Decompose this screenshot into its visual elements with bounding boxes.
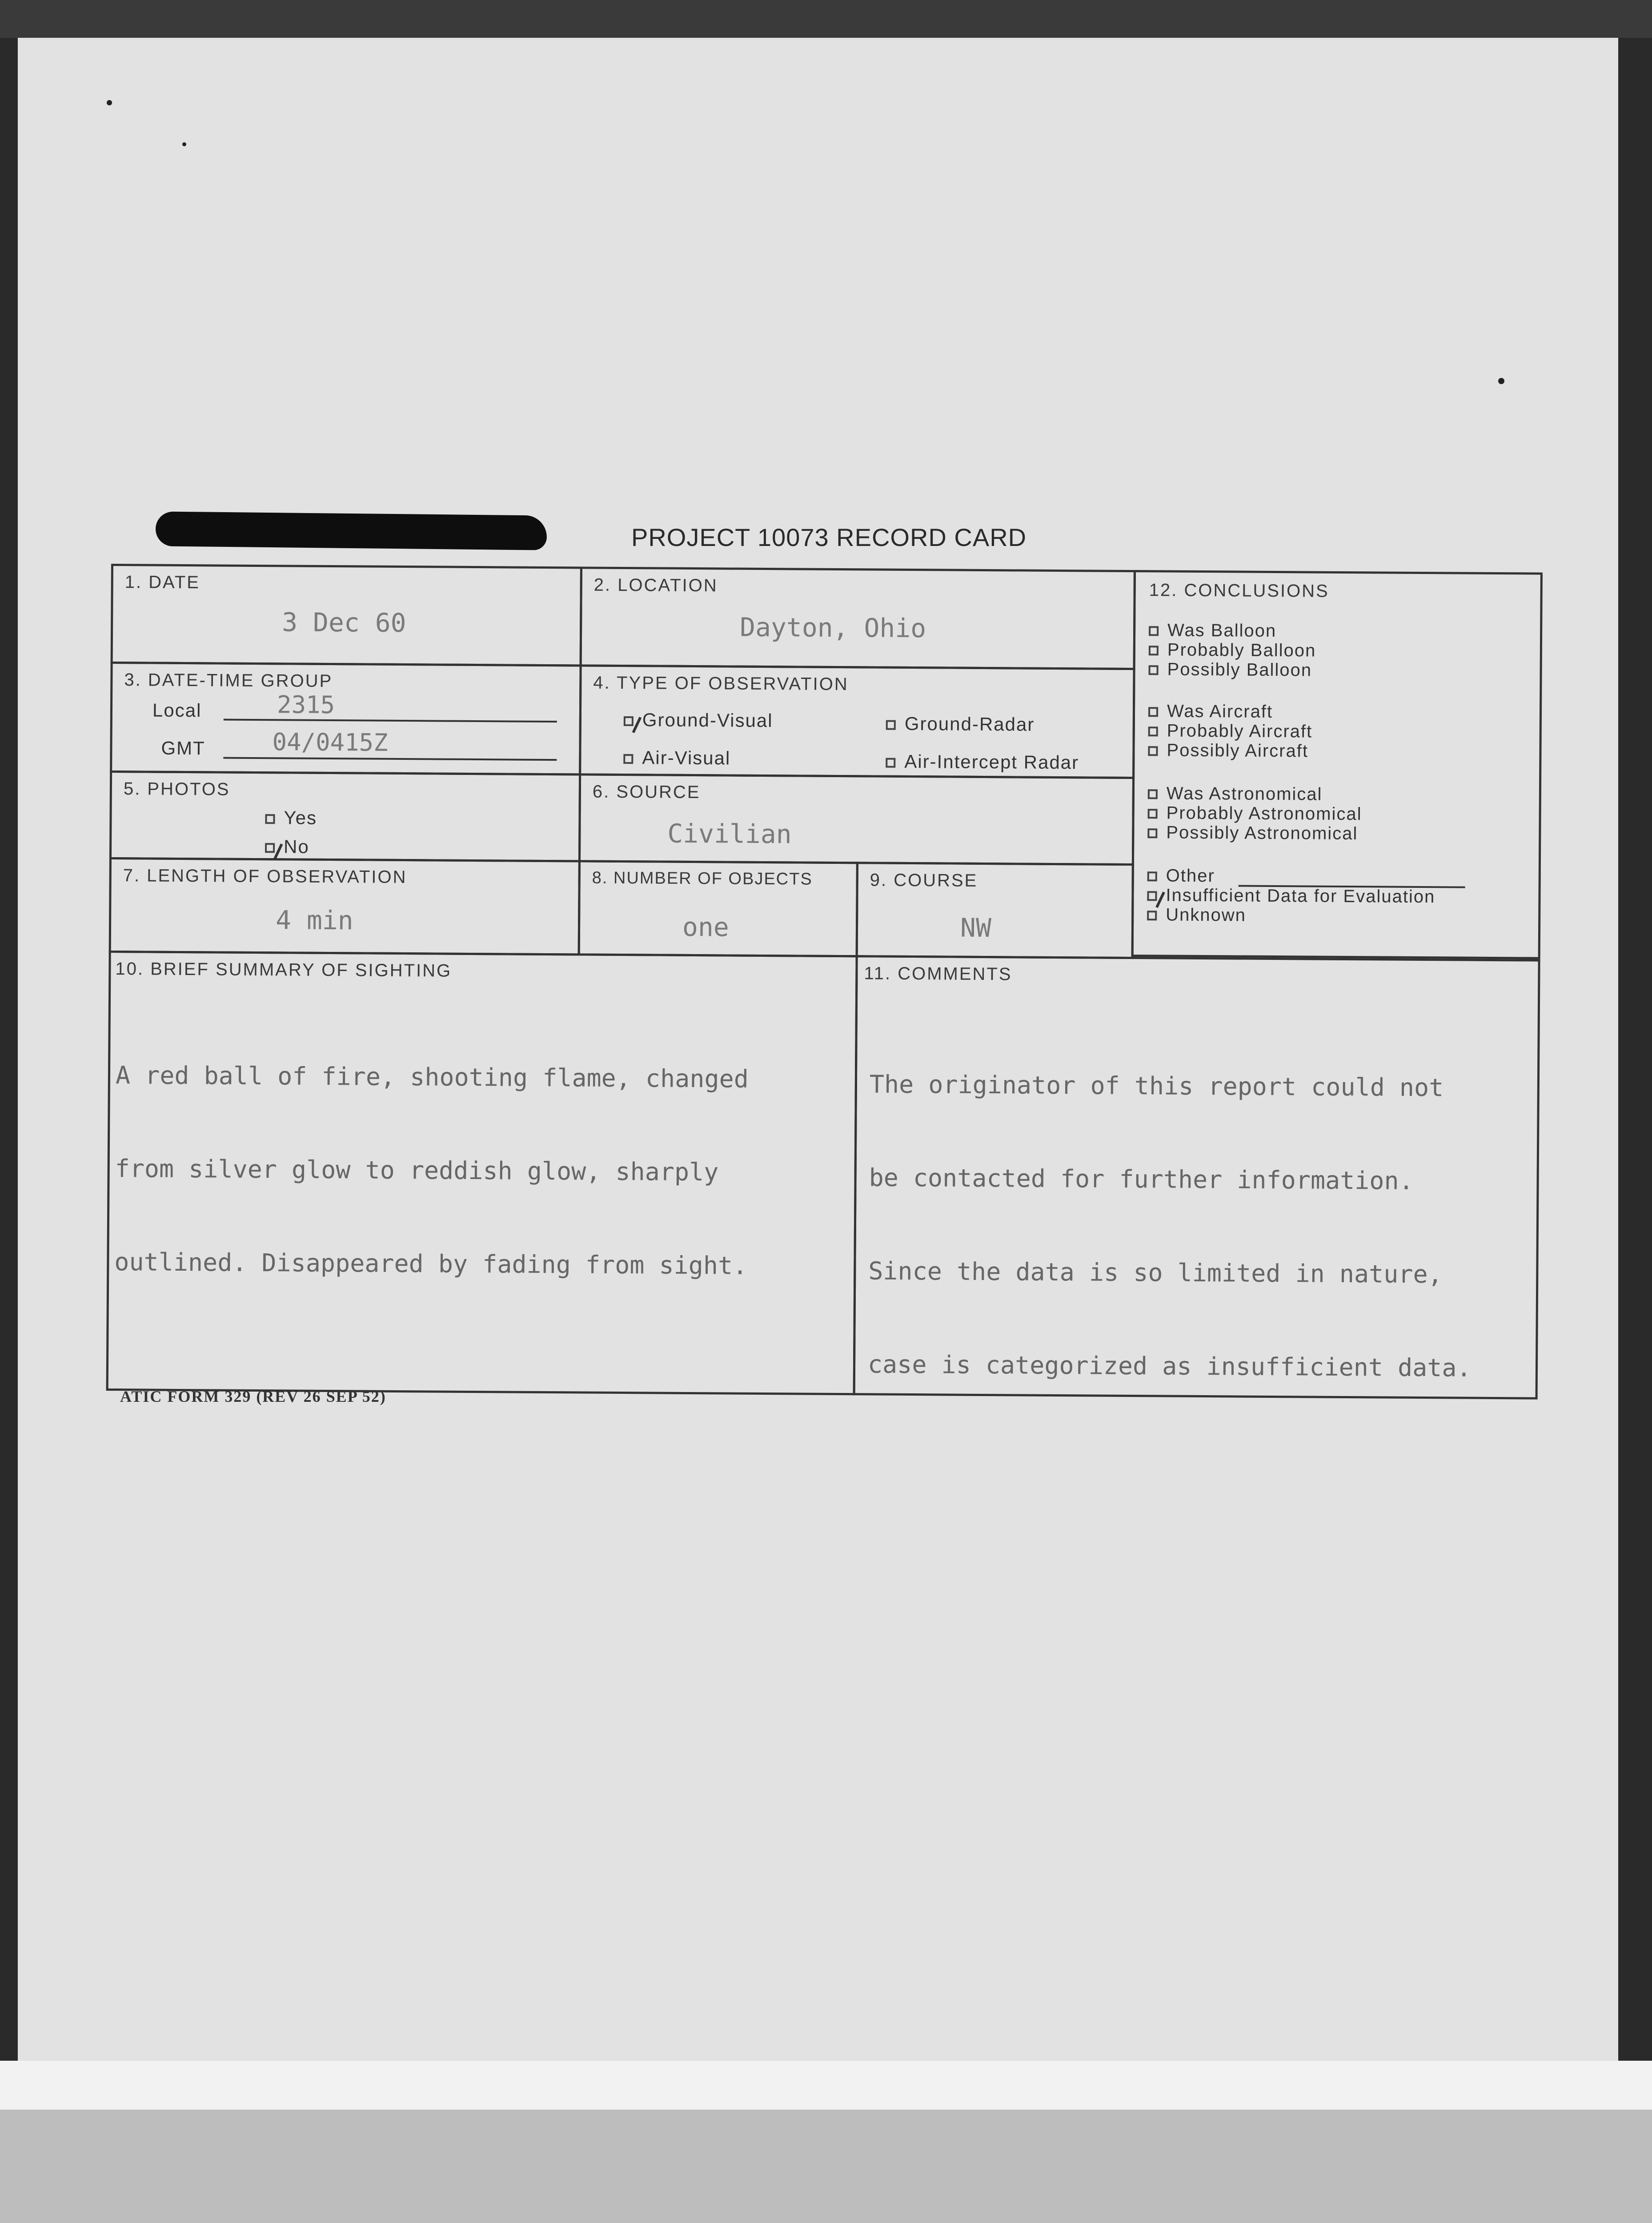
number-of-objects-label: 8. NUMBER OF OBJECTS — [592, 868, 813, 889]
comments-line: be contacted for further information. — [869, 1163, 1414, 1195]
date-label: 1. DATE — [124, 572, 200, 593]
dust-speck — [1498, 378, 1504, 384]
conclusion-label: Probably Balloon — [1167, 640, 1316, 661]
date-value: 3 Dec 60 — [281, 607, 406, 638]
comments-text — [867, 1006, 1474, 1445]
conclusion-label: Was Astronomical — [1166, 783, 1323, 804]
card-title: PROJECT 10073 RECORD CARD — [631, 523, 1027, 551]
conclusion-label: Probably Aircraft — [1167, 721, 1313, 742]
checkbox[interactable] — [1149, 666, 1159, 675]
location-cell — [580, 566, 1136, 670]
summary-line: from silver glow to reddish glow, sharply — [115, 1154, 719, 1187]
length-cell — [109, 857, 581, 955]
comments-line: case is categorized as insufficient data. — [867, 1350, 1472, 1382]
date-time-group-label: 3. DATE-TIME GROUP — [124, 670, 333, 691]
conclusion-probably-aircraft — [1148, 721, 1313, 741]
checkbox[interactable] — [265, 814, 275, 824]
conclusion-label: Unknown — [1166, 905, 1247, 925]
comments-line: The originator of this report could not — [869, 1070, 1444, 1102]
checkbox[interactable] — [1147, 911, 1157, 921]
conclusion-label: Possibly Aircraft — [1167, 740, 1309, 761]
checkbox[interactable] — [886, 720, 896, 730]
observation-type-cell — [579, 664, 1135, 779]
summary-cell — [106, 951, 858, 1395]
conclusion-probably-balloon — [1149, 640, 1316, 660]
checkbox-checked[interactable] — [265, 843, 275, 853]
comments-label: 11. COMMENTS — [864, 963, 1012, 984]
source-label: 6. SOURCE — [592, 782, 701, 803]
option-photos-yes — [265, 807, 317, 829]
dust-speck — [107, 100, 112, 105]
conclusion-other — [1147, 866, 1215, 886]
conclusion-possibly-balloon — [1148, 659, 1312, 680]
checkbox[interactable] — [886, 758, 895, 768]
film-border-top — [0, 0, 1652, 38]
conclusion-possibly-aircraft — [1148, 740, 1308, 761]
conclusion-insufficient-data — [1147, 885, 1435, 907]
conclusion-was-aircraft — [1148, 701, 1273, 722]
dust-speck — [182, 142, 186, 146]
course-label: 9. COURSE — [870, 870, 978, 891]
number-of-objects-cell — [578, 860, 858, 957]
sheet-bottom-edge — [0, 2061, 1652, 2110]
length-value: 4 min — [275, 905, 353, 936]
checkbox[interactable] — [1148, 809, 1158, 819]
gmt-time-value: 04/0415Z — [272, 728, 388, 757]
local-underline — [224, 719, 557, 723]
conclusion-was-astronomical — [1148, 783, 1323, 804]
option-photos-no — [265, 836, 309, 858]
conclusion-label: Probably Astronomical — [1166, 803, 1362, 824]
photos-cell — [109, 770, 581, 862]
conclusion-label: Was Aircraft — [1167, 701, 1273, 722]
gmt-label: GMT — [161, 737, 205, 759]
photos-label: 5. PHOTOS — [123, 779, 230, 799]
record-card — [106, 564, 1543, 1400]
form-identifier: ATIC FORM 329 (REV 26 SEP 52) — [120, 1388, 386, 1405]
option-air-visual — [623, 747, 730, 769]
summary-text — [114, 997, 749, 1344]
date-cell — [111, 564, 582, 666]
option-ground-radar — [886, 713, 1035, 735]
option-air-intercept-radar — [886, 751, 1079, 774]
conclusions-cell — [1131, 570, 1543, 959]
comments-line: Since the data is so limited in nature, — [868, 1256, 1443, 1289]
number-of-objects-value: one — [682, 911, 730, 943]
redaction-mark — [156, 511, 547, 550]
summary-line: outlined. Disappeared by fading from sight. — [114, 1248, 748, 1280]
option-ground-visual — [624, 709, 773, 731]
length-label: 7. LENGTH OF OBSERVATION — [123, 866, 407, 887]
date-time-group-cell — [110, 662, 582, 775]
conclusion-possibly-astronomical — [1147, 823, 1358, 843]
option-label: No — [283, 836, 309, 857]
checkbox[interactable] — [1148, 707, 1158, 717]
conclusion-was-balloon — [1149, 620, 1276, 641]
conclusion-label: Possibly Balloon — [1167, 659, 1312, 680]
checkbox[interactable] — [1149, 626, 1159, 636]
checkbox-checked[interactable] — [1147, 891, 1157, 901]
source-value: Civilian — [667, 818, 792, 850]
summary-line: A red ball of fire, shooting flame, changed — [115, 1061, 749, 1093]
checkbox[interactable] — [1148, 727, 1158, 737]
conclusion-label: Possibly Astronomical — [1166, 823, 1358, 844]
conclusion-label: Was Balloon — [1167, 620, 1277, 641]
option-label: Ground-Radar — [904, 713, 1035, 735]
checkbox[interactable] — [1147, 872, 1157, 882]
conclusion-label: Insufficient Data for Evaluation — [1166, 885, 1435, 907]
course-cell — [856, 862, 1134, 959]
location-label: 2. LOCATION — [593, 575, 718, 596]
source-cell — [578, 773, 1135, 866]
conclusion-unknown — [1147, 905, 1246, 925]
checkbox[interactable] — [1148, 746, 1158, 756]
comments-cell — [853, 955, 1540, 1399]
course-value: NW — [960, 912, 992, 943]
checkbox-checked[interactable] — [624, 716, 634, 726]
local-label: Local — [152, 699, 202, 721]
location-value: Dayton, Ohio — [739, 612, 926, 644]
option-label: Ground-Visual — [642, 709, 773, 731]
gmt-underline — [223, 757, 557, 761]
conclusion-label: Other — [1166, 866, 1215, 886]
checkbox[interactable] — [1147, 829, 1157, 839]
checkbox[interactable] — [623, 754, 633, 764]
table-surface — [0, 2110, 1652, 2223]
conclusion-probably-astronomical — [1147, 803, 1362, 824]
option-label: Air-Visual — [642, 747, 731, 769]
conclusions-label: 12. CONCLUSIONS — [1149, 580, 1329, 601]
checkbox[interactable] — [1149, 646, 1159, 656]
checkbox[interactable] — [1148, 790, 1158, 799]
observation-type-label: 4. TYPE OF OBSERVATION — [593, 673, 849, 694]
option-label: Air-Intercept Radar — [904, 750, 1079, 773]
option-label: Yes — [284, 807, 317, 828]
local-time-value: 2315 — [277, 690, 335, 719]
summary-label: 10. BRIEF SUMMARY OF SIGHTING — [115, 959, 452, 981]
